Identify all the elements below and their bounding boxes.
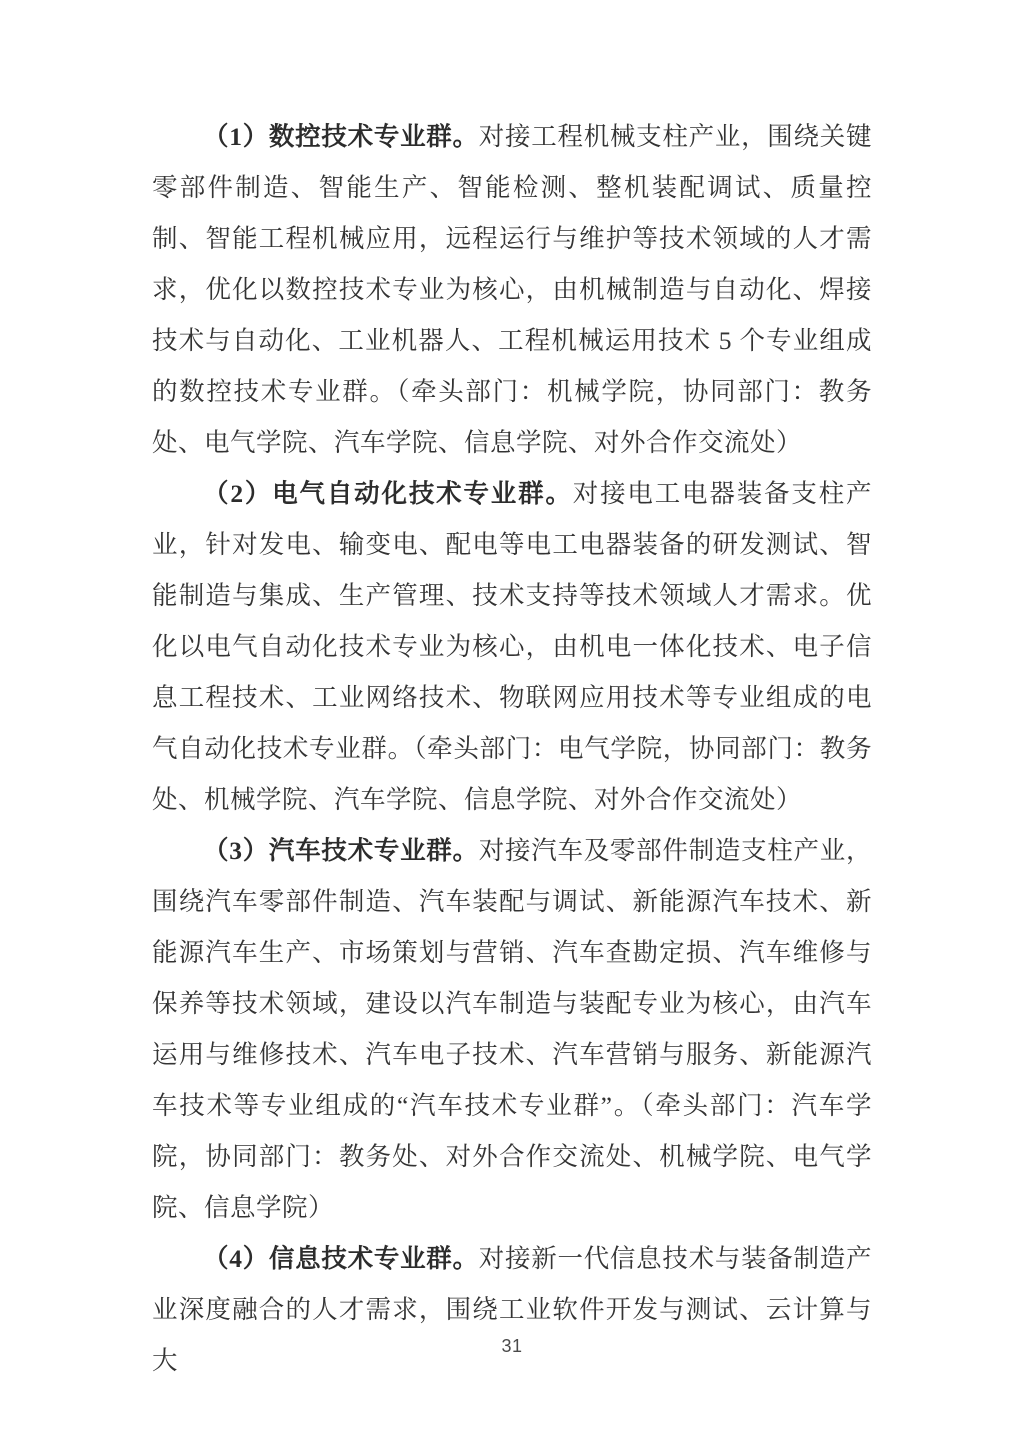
page-number: 31 <box>501 1336 523 1356</box>
paragraph-information-group-text: 对接新一代信息技术与装备制造产业深度融合的人才需求，围绕工业软件开发与测试、云计算与大 <box>152 1244 872 1375</box>
paragraph-cnc-group-text: 对接工程机械支柱产业，围绕关键零部件制造、智能生产、智能检测、整机装配调试、质量控制、智能工程机械应用，远程运行与维护等技术领域的人才需求，优化以数控技术专业为核心，由机械制造与自动化、焊接技术与自动化、工业机器人、工程机械运用技术 5 个专业组成的数控技术专业群。（牵头部门：机械学院，协同部门：教务处、电气学院、汽车学院、信息学院、对外合作交流处） <box>152 122 872 457</box>
paragraph-automotive-group-text: 对接汽车及零部件制造支柱产业，围绕汽车零部件制造、汽车装配与调试、新能源汽车技术、新能源汽车生产、市场策划与营销、汽车查勘定损、汽车维修与保养等技术领域，建设以汽车制造与装配专业为核心，由汽车运用与维修技术、汽车电子技术、汽车营销与服务、新能源汽车技术等专业组成的“汽车技术专业群”。（牵头部门：汽车学院，协同部门：教务处、对外合作交流处、机械学院、电气学院、信息学院） <box>152 836 872 1222</box>
paragraph-automotive-group-heading: （3）汽车技术专业群。 <box>203 836 479 865</box>
document-body <box>152 111 872 1386</box>
page-footer <box>0 1336 1024 1357</box>
paragraph-automotive-group <box>152 825 872 1233</box>
paragraph-electrical-group-heading: （2）电气自动化技术专业群。 <box>203 479 573 508</box>
paragraph-electrical-group-text: 对接电工电器装备支柱产业，针对发电、输变电、配电等电工电器装备的研发测试、智能制造与集成、生产管理、技术支持等技术领域人才需求。优化以电气自动化技术专业为核心，由机电一体化技术、电子信息工程技术、工业网络技术、物联网应用技术等专业组成的电气自动化技术专业群。（牵头部门：电气学院，协同部门：教务处、机械学院、汽车学院、信息学院、对外合作交流处） <box>152 479 872 814</box>
paragraph-cnc-group-heading: （1）数控技术专业群。 <box>203 122 479 151</box>
paragraph-electrical-group <box>152 468 872 825</box>
paragraph-cnc-group <box>152 111 872 468</box>
paragraph-information-group-heading: （4）信息技术专业群。 <box>203 1244 479 1273</box>
paragraph-information-group <box>152 1233 872 1386</box>
